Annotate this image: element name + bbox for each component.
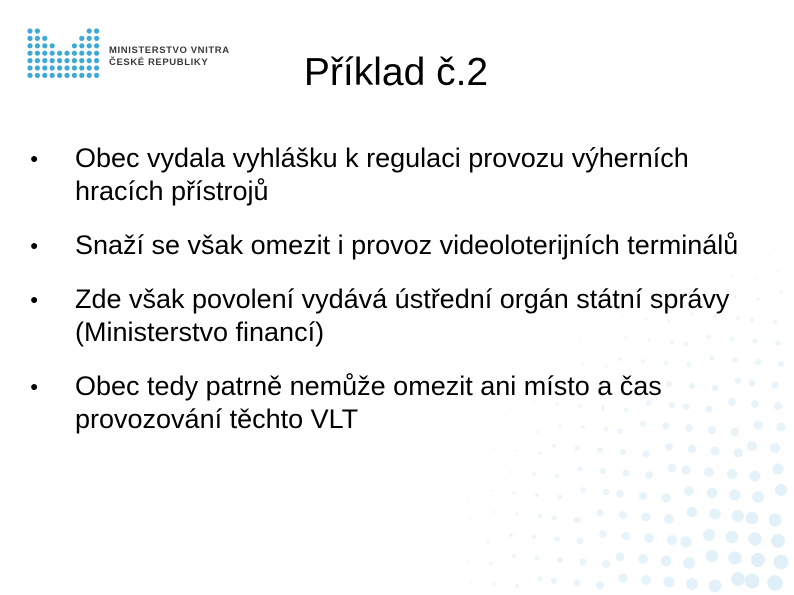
background-dot [618, 573, 627, 582]
background-dot [515, 512, 519, 516]
background-dot [707, 488, 718, 499]
bullet-item [30, 229, 760, 262]
background-dot [537, 576, 542, 581]
logo-dot [87, 28, 92, 33]
logo-dot [94, 36, 99, 41]
background-dot [729, 489, 740, 500]
bullet-dot-icon: ● [30, 291, 39, 307]
background-dot [770, 443, 780, 453]
background-dot [638, 554, 648, 564]
background-dot [645, 471, 653, 479]
logo-dot [35, 36, 40, 41]
background-dot [616, 553, 625, 562]
background-dot [616, 490, 624, 498]
bullet-item [30, 142, 760, 208]
background-dot [772, 463, 783, 474]
bullet-text: Snaží se však omezit i provoz videoloterijních terminálů [75, 230, 739, 260]
background-dot [493, 511, 496, 514]
bullet-text: Zde však povolení vydává ústřední orgán státní správy (Ministerstvo financí) [75, 284, 730, 347]
background-dot [510, 471, 513, 474]
logo-dot [42, 43, 47, 48]
background-dot [473, 539, 475, 541]
background-dot [580, 487, 586, 493]
background-dot [599, 530, 607, 538]
logo-dot [79, 43, 84, 48]
logo-dot [27, 43, 32, 48]
background-dot [774, 402, 782, 410]
background-dot [573, 579, 580, 586]
background-dot [532, 472, 536, 476]
bullet-list [30, 142, 760, 457]
logo-dot [79, 36, 84, 41]
bullet-item [30, 370, 760, 436]
background-dot [774, 555, 789, 570]
background-dot [726, 531, 739, 544]
background-dot [619, 511, 627, 519]
background-dot [512, 554, 516, 558]
background-dot [686, 578, 698, 590]
background-dot [515, 584, 519, 588]
background-dot [492, 582, 495, 585]
background-dot [663, 576, 674, 587]
logo-dot [35, 28, 40, 33]
logo-dot [94, 28, 99, 33]
background-dot [771, 381, 778, 388]
background-dot [622, 532, 631, 541]
background-dot [709, 580, 722, 593]
background-dot [775, 484, 787, 496]
logo-dot [42, 36, 47, 41]
background-dot [551, 578, 557, 584]
bullet-dot-icon: ● [30, 150, 39, 166]
background-dot [709, 508, 720, 519]
background-dot [768, 513, 781, 526]
background-dot [602, 560, 610, 568]
background-dot [767, 575, 782, 590]
background-dot [680, 536, 691, 547]
background-dot [771, 534, 785, 548]
logo-dot [27, 36, 32, 41]
background-dot [683, 557, 695, 569]
background-dot [752, 491, 764, 503]
logo-dot [27, 28, 32, 33]
background-dot [577, 466, 582, 471]
logo-dot [87, 43, 92, 48]
background-dot [596, 509, 603, 516]
bullet-item [30, 283, 760, 349]
background-dot [774, 249, 776, 251]
background-dot [639, 492, 647, 500]
bullet-dot-icon: ● [30, 378, 39, 394]
background-dot [775, 340, 780, 345]
background-dot [773, 320, 777, 324]
background-dot [596, 581, 604, 589]
background-dot [490, 490, 492, 492]
background-dot [746, 512, 759, 525]
background-dot [557, 557, 563, 563]
background-dot [600, 468, 606, 474]
logo-line-1: MINISTERSTVO VNITRA [109, 45, 230, 56]
background-dot [554, 536, 560, 542]
background-dot [509, 533, 513, 537]
background-dot [731, 572, 745, 586]
background-dot [574, 517, 580, 523]
background-dot [467, 497, 469, 499]
background-dot [681, 465, 690, 474]
bullet-dot-icon: ● [30, 237, 39, 253]
background-dot [748, 532, 761, 545]
background-dot [644, 533, 653, 542]
background-dot [557, 494, 562, 499]
background-dot [470, 581, 472, 583]
background-dot [779, 290, 782, 293]
background-dot [684, 486, 694, 496]
logo-line-2: ČESKÉ REPUBLIKY [109, 57, 209, 68]
background-dot [641, 575, 651, 585]
background-dot [487, 469, 489, 471]
background-dot [776, 422, 785, 431]
logo-dot [87, 36, 92, 41]
background-dot [728, 551, 741, 564]
background-dot [664, 514, 674, 524]
background-dot [642, 513, 651, 522]
background-dot [538, 514, 543, 519]
background-dot [687, 507, 698, 518]
background-dot [751, 553, 765, 567]
background-dot [622, 469, 629, 476]
background-dot [512, 491, 515, 494]
background-dot [703, 529, 715, 541]
background-dot [535, 493, 539, 497]
background-dot [603, 489, 610, 496]
background-dot [487, 541, 490, 544]
background-dot [577, 538, 584, 545]
background-dot [745, 574, 760, 589]
background-dot [668, 464, 677, 473]
background-dot [661, 556, 672, 567]
background-dot [489, 561, 492, 564]
bullet-text: Obec vydala vyhlášku k regulaci provozu výherních hracích přístrojů [75, 143, 689, 206]
background-dot [704, 467, 714, 477]
background-dot [532, 535, 537, 540]
background-dot [667, 535, 677, 545]
background-dot [732, 510, 744, 522]
bullet-text: Obec tedy patrně nemůže omezit ani místo a čas provozování těchto VLT [75, 371, 662, 434]
logo-dot [35, 43, 40, 48]
background-dot [579, 558, 586, 565]
background-dot [706, 550, 719, 563]
background-dot [551, 515, 556, 520]
logo-dot [72, 43, 77, 48]
background-dot [534, 555, 539, 560]
background-dot [778, 361, 784, 367]
background-dot [470, 518, 472, 520]
background-dot [750, 471, 761, 482]
background-dot [661, 493, 670, 502]
logo-dot [94, 43, 99, 48]
background-dot [467, 560, 469, 562]
logo-dot [50, 43, 55, 48]
background-dot [727, 469, 737, 479]
background-dot [777, 270, 780, 273]
background-dot [555, 474, 560, 479]
slide-title: Příklad č.2 [303, 51, 489, 94]
